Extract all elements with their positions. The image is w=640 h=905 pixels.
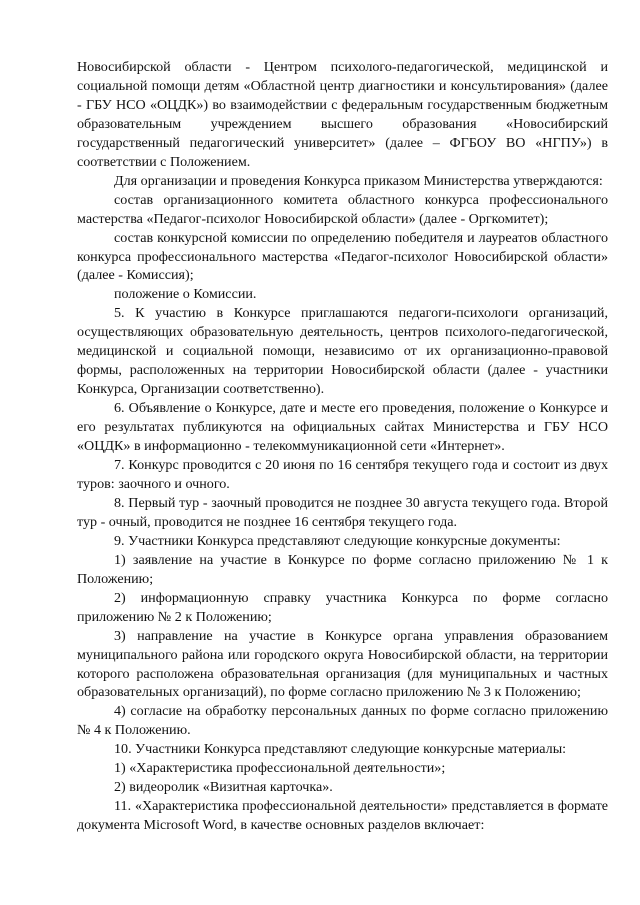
list-item-9-2: 2) информационную справку участника Конкурса по форме согласно приложению № 2 к Положению; [77, 589, 608, 625]
paragraph-item-8: 8. Первый тур - заочный проводится не позднее 30 августа текущего года. Второй тур - очный, проводится не позднее 16 сентября текущего года. [77, 494, 608, 530]
list-item-9-3: 3) направление на участие в Конкурсе органа управления образованием муниципального района или городского округа Новосибирской области, на территории которого расположена образовательная организация (для муниципальных и частных образовательных организаций), по форме согласно приложению № 3 к Положению; [77, 627, 608, 701]
paragraph-commission-regulation: положение о Комиссии. [114, 286, 257, 303]
paragraph-item-5: 5. К участию в Конкурсе приглашаются педагоги-психологи организаций, осуществляющих образовательную деятельность, центров психолого-педагогической, медицинской и социальной помощи, независимо от их организационно-правовой формы, расположенных на территории Новосибирской области (далее - участники Конкурса, Организации соответственно). [77, 305, 608, 398]
paragraph-orgcommittee: состав организационного комитета областного конкурса профессионального мастерства «Педагог-психолог Новосибирской области» (далее - Оргкомитет); [77, 191, 608, 227]
paragraph-commission: состав конкурсной комиссии по определению победителя и лауреатов областного конкурса профессионального мастерства «Педагог-психолог Новосибирской области» (далее - Комиссия); [77, 229, 608, 284]
paragraph-item-7: 7. Конкурс проводится с 20 июня по 16 сентября текущего года и состоит из двух туров: заочного и очного. [77, 457, 608, 492]
paragraph-ministry-order: Для организации и проведения Конкурса приказом Министерства утверждаются: [114, 172, 603, 189]
paragraph-item-9: 9. Участники Конкурса представляют следующие конкурсные документы: [114, 532, 561, 549]
paragraph-item-6: 6. Объявление о Конкурсе, дате и месте его проведения, положение о Конкурсе и его результатах публикуются на официальных сайтах Министерства и ГБУ НСО «ОЦДК» в информационно - телекоммуникационной сети «Интернет». [77, 400, 608, 455]
paragraph-organizers: Новосибирской области - Центром психолого-педагогической, медицинской и социальной помощи детям «Областной центр диагностики и консультирования» (далее - ГБУ НСО «ОЦДК») во взаимодействии с федеральным государственным бюджетным образовательным учреждением высшего образования «Новосибирский государственный педагогический университет» (далее – ФГБОУ ВО «НГПУ») в соответствии с Положением. [77, 59, 608, 170]
list-item-9-4: 4) согласие на обработку персональных данных по форме согласно приложению № 4 к Положению. [77, 703, 608, 739]
list-item-10-2: 2) видеоролик «Визитная карточка». [114, 779, 333, 796]
paragraph-item-11: 11. «Характеристика профессиональной деятельности» представляется в формате документа Microsoft Word, в качестве основных разделов включает: [77, 798, 608, 834]
document-page [77, 58, 608, 835]
list-item-9-1: 1) заявление на участие в Конкурсе по форме согласно приложению № 1 к Положению; [77, 551, 608, 587]
paragraph-item-10: 10. Участники Конкурса представляют следующие конкурсные материалы: [114, 741, 567, 758]
list-item-10-1: 1) «Характеристика профессиональной деятельности»; [114, 760, 446, 777]
